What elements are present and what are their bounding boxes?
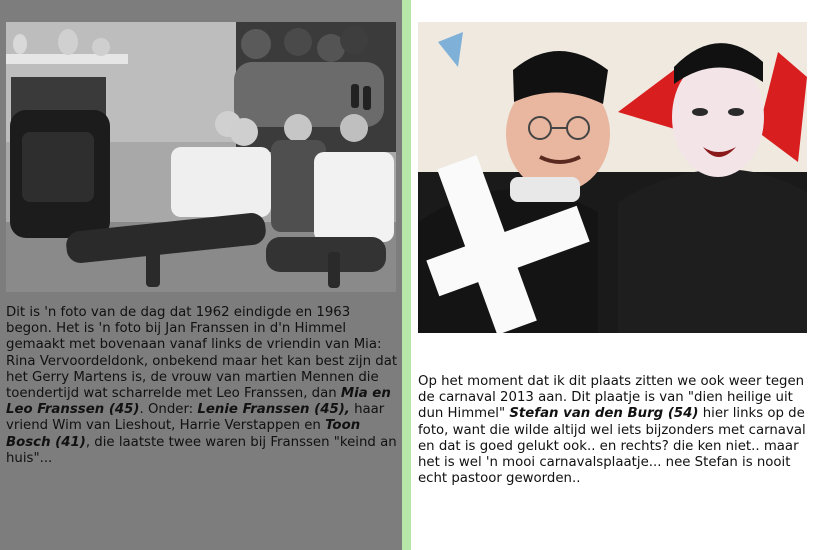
- carnaval-costume-photo: [418, 22, 807, 333]
- caption-text: Dit is 'n foto van de dag dat 1962 eindigde en 1963 begon. Het is 'n foto bij Jan Franssen in d'n Himmel gemaakt met bovenaan vanaf links de vriendin van Mia: Rina Vervoordeldonk, onbekend maar het kan best zijn dat het Gerry Martens is, de vrouw van martien Mennen die toendertijd wat scharrelde met Leo Franssen, dan: [6, 305, 398, 402]
- left-photo-caption: [6, 305, 399, 467]
- caption-text: , die laatste twee waren bij Franssen "keind an huis"...: [6, 434, 397, 466]
- panel-divider: [402, 0, 411, 550]
- right-photo-caption: [418, 374, 808, 487]
- person-name-lenie: Lenie Franssen (45),: [197, 402, 350, 418]
- caption-text: Op het moment dat ik dit plaats zitten we ook weer tegen de carnaval 2013 aan. Dit plaatje is van "dien heilige uit dun Himmel": [418, 374, 805, 422]
- person-name-toon: Toon Bosch (41): [6, 418, 361, 450]
- right-panel: [411, 0, 814, 550]
- caption-text: hier links op de foto, want die wilde altijd wel iets bijzonders met carnaval en dat is goed gelukt ook.. en rechts? die ken niet.. maar het is wel 'n mooi carnavalsplaatje... nee Stefan is nooit echt pastoor geworden..: [418, 406, 806, 487]
- person-name-mia-leo: Mia en Leo Franssen (45): [6, 386, 391, 418]
- caption-text: . Onder:: [139, 402, 198, 418]
- person-name-stefan: Stefan van den Burg (54): [509, 406, 699, 422]
- new-year-group-photo: [6, 22, 396, 292]
- caption-text: haar vriend Wim van Lieshout, Harrie Verstappen en: [6, 402, 385, 434]
- left-panel: [0, 0, 402, 550]
